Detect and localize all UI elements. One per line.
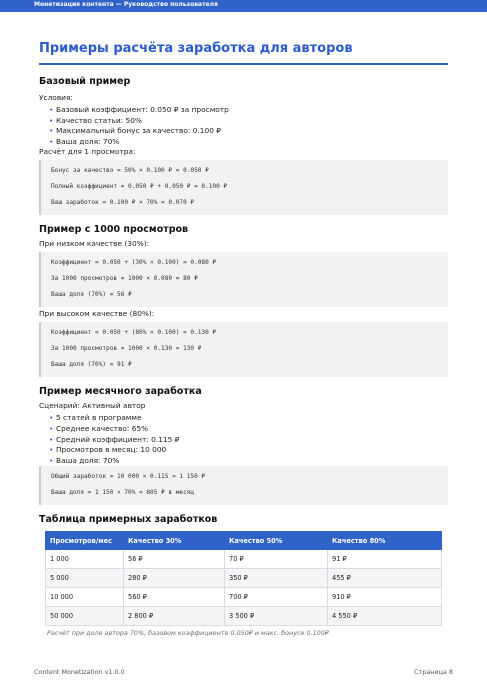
header-title: Монетизация контента — Руководство пользователя [34,1,218,8]
table-cell: 280 ₽ [124,569,225,588]
code-line: Коэффициент = 0.050 + (80% × 0.100) = 0.130 ₽ [51,329,217,337]
earnings-table [45,531,442,626]
section-heading-table: Таблица примерных заработков [39,514,218,526]
list-item: • Просмотров в месяц: 10 000 [56,445,448,456]
table-cell: 2 800 ₽ [124,607,225,626]
table-cell: 560 ₽ [124,588,225,607]
section-heading-basic: Базовый пример [39,76,131,87]
table-cell: 3 500 ₽ [225,607,328,626]
code-line: Ваша доля (70%) = 56 ₽ [51,291,132,299]
table-row [46,588,442,607]
table-row [46,550,442,569]
list-item: • Средний коэффициент: 0.115 ₽ [56,435,448,446]
footer-version: Content Monetization v1.0.0 [34,668,125,676]
code-block-monthly [39,466,448,505]
list-item: • Ваша доля: 70% [56,456,448,467]
table-cell: 910 ₽ [328,588,442,607]
monthly-list [39,413,448,466]
table-cell: 700 ₽ [225,588,328,607]
column-header: Просмотров/мес [46,532,124,550]
code-line: Общий заработок = 10 000 × 0.115 = 1 150 ₽ [51,473,206,481]
table-cell: 10 000 [46,588,124,607]
code-block-basic [39,160,448,215]
list-item: • Среднее качество: 65% [56,424,448,435]
table-caption: Расчёт при доле автора 70%, базовом коэффициенте 0.050₽ и макс. бонусе 0.100₽ [47,629,329,638]
code-line: Ваша доля = 1 150 × 70% = 805 ₽ в месяц [51,489,195,497]
code-line: Ваш заработок = 0.100 ₽ × 70% = 0.070 ₽ [51,199,195,207]
table-cell: 91 ₽ [328,550,442,569]
column-header: Качество 30% [124,532,225,550]
basic-conditions-list [39,105,448,147]
title-divider [39,63,448,65]
high-quality-label: При высоком качестве (80%): [39,309,155,319]
code-block-low-quality [39,252,448,307]
code-line: Полный коэффициент = 0.050 ₽ + 0.050 ₽ = 0.100 ₽ [51,183,228,191]
table-cell: 350 ₽ [225,569,328,588]
code-line: Ваша доля (70%) = 91 ₽ [51,361,132,369]
list-item: • Максимальный бонус за качество: 0.100 ₽ [56,126,448,137]
table-cell: 70 ₽ [225,550,328,569]
code-line: Бонус за качество = 50% × 0.100 ₽ = 0.050 ₽ [51,167,209,175]
code-line: За 1000 просмотров = 1000 × 0.080 = 80 ₽ [51,275,198,283]
top-header-bar [0,0,487,12]
table-row [46,569,442,588]
column-header: Качество 80% [328,532,442,550]
scenario-label: Сценарий: Активный автор [39,401,146,411]
table-cell: 455 ₽ [328,569,442,588]
footer-page-number: Страница 8 [414,668,453,676]
code-line: Коэффициент = 0.050 + (30% × 0.100) = 0.080 ₽ [51,259,217,267]
page-content [39,41,448,637]
table-header-row [46,532,442,550]
section-heading-monthly: Пример месячного заработка [39,386,202,398]
column-header: Качество 50% [225,532,328,550]
code-block-high-quality [39,322,448,377]
list-item: • Ваша доля: 70% [56,137,448,148]
low-quality-label: При низком качестве (30%): [39,239,150,249]
table-cell: 5 000 [46,569,124,588]
list-item: • 5 статей в программе [56,413,448,424]
table-cell: 1 000 [46,550,124,569]
code-line: За 1000 просмотров = 1000 × 0.130 = 130 ₽ [51,345,202,353]
calc-label: Расчёт для 1 просмотра: [39,147,136,157]
table-cell: 56 ₽ [124,550,225,569]
section-heading-1000-views: Пример с 1000 просмотров [39,224,189,236]
list-item: • Базовый коэффициент: 0.050 ₽ за просмотр [56,105,448,116]
table-cell: 50 000 [46,607,124,626]
table-row [46,607,442,626]
list-item: • Качество статьи: 50% [56,116,448,127]
table-cell: 4 550 ₽ [328,607,442,626]
conditions-label: Условия: [39,93,73,102]
page-title: Примеры расчёта заработка для авторов [39,41,353,56]
